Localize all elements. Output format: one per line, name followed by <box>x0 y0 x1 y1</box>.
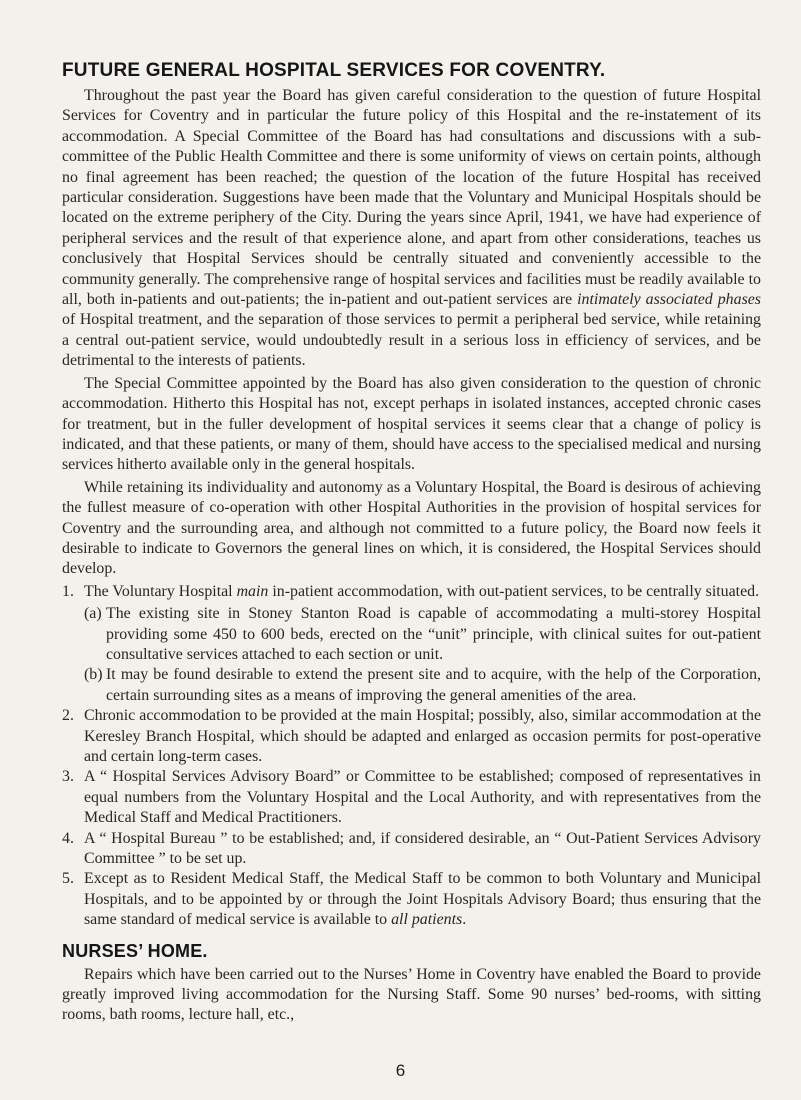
item-number: 4. <box>62 829 74 847</box>
sub-item-label: (b) <box>84 666 103 684</box>
item-number: 1. <box>62 582 74 600</box>
nurses-home-heading: NURSES’ HOME. <box>62 940 208 961</box>
policy-list <box>62 582 761 931</box>
intro-paragraphs <box>62 86 761 580</box>
item-number: 2. <box>62 707 74 725</box>
section-heading: FUTURE GENERAL HOSPITAL SERVICES FOR COVENTRY. <box>62 60 606 81</box>
paragraph: The Special Committee appointed by the Board has also given consideration to the question of chronic accommodation. Hitherto this Hospital has not, except perhaps in isolated instances, accepted chronic cases for treatment, but in the fuller development of hospital services it seems clear that a change of policy is indicated, and that these patients, or many of them, should have access to the specialised medical and nursing services hitherto available only in the general hospitals. <box>62 374 761 474</box>
list-item: 2. Chronic accommodation to be provided at the main Hospital; possibly, also, similar accommodation at the Keresley Branch Hospital, which should be adapted and enlarged as occasion permits for post-operative and certain long-term cases. <box>62 707 761 765</box>
item-number: 3. <box>62 768 74 786</box>
list-item: 1. The Voluntary Hospital main in-patient accommodation, with out-patient services, to be centrally situated. (a) The existing site in Stoney Stanton Road is capable of accommodating a multi-storey Hospital providing some 450 to 600 beds, erected on the “unit” principle, with clinical suites for out-patient consultative services attached to each section or unit. (b) It may be found desirable to extend the present site and to acquire, with the help of the Corporation, certain surrounding sites as a means of improving the general amenities of the area. <box>62 582 761 706</box>
emphasis: all patients <box>391 911 463 929</box>
nurses-home-paragraph: Repairs which have been carried out to the Nurses’ Home in Coventry have enabled the Board to provide greatly improved living accommodation for the Nursing Staff. Some 90 nurses’ bed-rooms, with sitting rooms, bath rooms, lecture hall, etc., <box>62 965 761 1024</box>
paragraph: Throughout the past year the Board has given careful consideration to the question of future Hospital Services for Coventry and in particular the future policy of this Hospital and the re-instatement of its accommodation. A Special Committee of the Board has had consultations and discussions with a sub-committee of the Public Health Committee and there is some uniformity of views on certain points, although no final agreement has been reached; the question of the location of the future Hospital has received particular consideration. Suggestions have been made that the Voluntary and Municipal Hospitals should be located on the extreme periphery of the City. During the years since April, 1941, we have had experience of peripheral services and the result of that experience alone, and apart from other considerations, teaches us conclusively that Hospital Services should be centrally situated and conveniently accessible to the community generally. The comprehensive range of hospital services and facilities must be readily available to all, both in-patients and out-patients; the in-patient and out-patient services are intimately associated phases of Hospital treatment, and the separation of those services to permit a peripheral bed service, while retaining a central out-patient service, would undoubtedly result in a serious loss in efficiency of services, and be detrimental to the interests of patients. <box>62 87 761 370</box>
sub-item: (b) It may be found desirable to extend the present site and to acquire, with the help of the Corporation, certain surrounding sites as a means of improving the general amenities of the area. <box>84 666 761 704</box>
list-item: 3. A “ Hospital Services Advisory Board” or Committee to be established; composed of representatives in equal numbers from the Voluntary Hospital and the Local Authority, and with representatives from the Medical Staff and Medical Practitioners. <box>62 768 761 827</box>
list-item: 4. A “ Hospital Bureau ” to be established; and, if considered desirable, an “ Out-Patient Services Advisory Committee ” to be set up. <box>62 829 761 868</box>
emphasis: main <box>236 582 269 600</box>
page-number: 6 <box>395 1061 406 1080</box>
sub-item-label: (a) <box>84 605 102 623</box>
emphasis: intimately associated phases <box>577 291 761 309</box>
item-number: 5. <box>62 870 74 888</box>
list-item: 5. Except as to Resident Medical Staff, the Medical Staff to be common to both Voluntary and Municipal Hospitals, and to be appointed by or through the Joint Hospitals Advisory Board; thus ensuring that the same standard of medical service is available to all patients. <box>62 870 761 929</box>
sub-item: (a) The existing site in Stoney Stanton Road is capable of accommodating a multi-storey Hospital providing some 450 to 600 beds, erected on the “unit” principle, with clinical suites for out-patient consultative services attached to each section or unit. <box>84 605 761 663</box>
sub-list <box>84 604 761 706</box>
paragraph: While retaining its individuality and autonomy as a Voluntary Hospital, the Board is desirous of achieving the fullest measure of co-operation with other Hospital Authorities in the provision of hospital services for Coventry and the surrounding area, and although not committed to a future policy, the Board now feels it desirable to indicate to Governors the general lines on which, it is considered, the Hospital Services should develop. <box>62 478 761 578</box>
